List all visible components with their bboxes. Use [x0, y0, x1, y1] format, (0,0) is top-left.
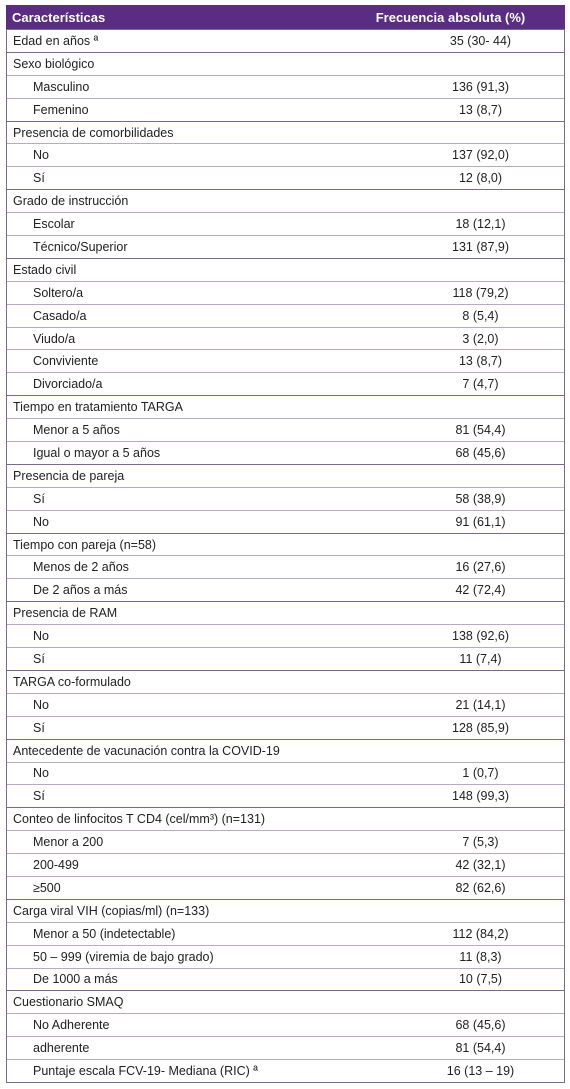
- row-value: 7 (4,7): [462, 377, 499, 392]
- row-value: 68 (45,6): [455, 445, 506, 460]
- table-row-subcategory: [7, 441, 564, 464]
- table-row-subcategory: [7, 1013, 564, 1036]
- table-row-subcategory: [7, 304, 564, 327]
- row-label: Menor a 200: [33, 835, 104, 850]
- row-value: 42 (72,4): [455, 583, 506, 598]
- table-row-category: [7, 739, 564, 762]
- row-label: No: [33, 697, 49, 712]
- table-row-subcategory: [7, 578, 564, 601]
- row-value: 137 (92,0): [452, 148, 509, 163]
- table-row-category: [7, 395, 564, 418]
- table-row-category: [7, 258, 564, 281]
- row-label: Antecedente de vacunación contra la COVID-19: [13, 743, 280, 758]
- row-value: 16 (13 – 19): [446, 1064, 515, 1079]
- table-row-subcategory: [7, 945, 564, 968]
- table-header: [6, 5, 565, 29]
- row-label: Estado civil: [13, 262, 77, 277]
- table-row-subcategory: [7, 418, 564, 441]
- table-row-category: [7, 807, 564, 830]
- row-value: 12 (8,0): [458, 171, 503, 186]
- table-row-subcategory: [7, 853, 564, 876]
- row-value: 81 (54,4): [455, 423, 506, 438]
- row-value: 112 (84,2): [452, 926, 509, 941]
- table-row-subcategory: [7, 716, 564, 739]
- row-value: 35 (30- 44): [449, 33, 512, 48]
- table-row-subcategory: [7, 693, 564, 716]
- table-row-subcategory: [7, 235, 564, 258]
- row-value: 8 (5,4): [462, 308, 499, 323]
- row-label: No: [33, 629, 49, 644]
- row-value: 16 (27,6): [455, 560, 506, 575]
- row-label: Sexo biológico: [13, 56, 95, 71]
- row-label: Femenino: [33, 102, 89, 117]
- row-value: 138 (92,6): [452, 629, 509, 644]
- row-label: Igual o mayor a 5 años: [33, 445, 161, 460]
- row-value: 11 (7,4): [459, 651, 502, 666]
- row-value: 81 (54,4): [455, 1041, 506, 1056]
- table-row-subcategory: [7, 1036, 564, 1059]
- row-label: Presencia de pareja: [13, 468, 125, 483]
- characteristics-table: [6, 5, 565, 1083]
- table-row-subcategory: [7, 922, 564, 945]
- row-label: Conviviente: [33, 354, 99, 369]
- table-row-subcategory: [7, 98, 564, 121]
- header-characteristics: Características: [12, 9, 106, 25]
- row-label: Viudo/a: [33, 331, 76, 346]
- row-value: 10 (7,5): [458, 972, 503, 987]
- table-row-category: [7, 189, 564, 212]
- row-value: 118 (79,2): [452, 285, 509, 300]
- row-value: 148 (99,3): [452, 789, 509, 804]
- row-label: De 2 años a más: [33, 583, 128, 598]
- table-row-subcategory: [7, 624, 564, 647]
- row-label: adherente: [33, 1041, 90, 1056]
- table-row-category: [7, 899, 564, 922]
- table-row-category: [7, 29, 564, 52]
- table-row-subcategory: [7, 876, 564, 899]
- table-row-category: [7, 52, 564, 75]
- row-label: Sí: [33, 789, 45, 804]
- row-label: Casado/a: [33, 308, 87, 323]
- row-label: Grado de instrucción: [13, 194, 129, 209]
- header-frequency: Frecuencia absoluta (%): [375, 9, 526, 25]
- table-row-subcategory: [7, 647, 564, 670]
- row-label: Masculino: [33, 79, 90, 94]
- row-label: Tiempo en tratamiento TARGA: [13, 400, 183, 415]
- row-label: Puntaje escala FCV-19- Mediana (RIC) ª: [33, 1064, 258, 1079]
- row-label: Menor a 50 (indetectable): [33, 926, 176, 941]
- row-label: De 1000 a más: [33, 972, 118, 987]
- table-body: [6, 29, 565, 1083]
- row-label: Conteo de linfocitos T CD4 (cel/mm³) (n=131): [13, 812, 266, 827]
- row-label: Menos de 2 años: [33, 560, 129, 575]
- table-row-subcategory: [7, 327, 564, 350]
- row-value: 1 (0,7): [462, 766, 499, 781]
- row-label: Tiempo con pareja (n=58): [13, 537, 157, 552]
- row-label: Presencia de RAM: [13, 606, 118, 621]
- table-row-subcategory: [7, 762, 564, 785]
- table-row-category: [7, 670, 564, 693]
- row-label: No: [33, 514, 49, 529]
- table-row-subcategory: [7, 830, 564, 853]
- row-label: Menor a 5 años: [33, 423, 120, 438]
- row-label: Carga viral VIH (copias/ml) (n=133): [13, 903, 210, 918]
- row-label: Sí: [33, 651, 45, 666]
- row-label: No: [33, 148, 49, 163]
- row-value: 82 (62,6): [455, 880, 506, 895]
- row-label: Sí: [33, 171, 45, 186]
- row-label: Divorciado/a: [33, 377, 103, 392]
- table-row-subcategory: [7, 968, 564, 991]
- table-row-subcategory: [7, 784, 564, 807]
- row-value: 3 (2,0): [462, 331, 499, 346]
- table-row-subcategory: [7, 281, 564, 304]
- table-row-category: [7, 990, 564, 1013]
- table-row-category: [7, 601, 564, 624]
- row-label: 200-499: [33, 858, 79, 872]
- row-value: 11 (8,3): [459, 949, 502, 964]
- table-row-subcategory: [7, 372, 564, 395]
- row-label: Sí: [33, 720, 45, 735]
- table-row-category: [7, 533, 564, 556]
- row-value: 131 (87,9): [452, 239, 509, 254]
- table-row-subcategory: [7, 1059, 564, 1082]
- table-row-category: [7, 121, 564, 144]
- row-value: 7 (5,3): [462, 835, 499, 850]
- row-value: 58 (38,9): [455, 491, 506, 506]
- row-value: 21 (14,1): [455, 697, 506, 712]
- row-label: No Adherente: [33, 1018, 110, 1033]
- row-label: ≥500: [33, 880, 61, 895]
- table-row-subcategory: [7, 349, 564, 372]
- row-label: No: [33, 766, 49, 781]
- row-value: 91 (61,1): [455, 514, 506, 529]
- row-label: 50 – 999 (viremia de bajo grado): [33, 949, 214, 964]
- row-label: Cuestionario SMAQ: [13, 995, 124, 1010]
- row-label: Soltero/a: [33, 285, 84, 300]
- row-value: 13 (8,7): [458, 354, 503, 369]
- table-row-subcategory: [7, 212, 564, 235]
- row-value: 68 (45,6): [455, 1018, 506, 1033]
- row-value: 128 (85,9): [452, 720, 509, 735]
- table-row-subcategory: [7, 143, 564, 166]
- row-label: Sí: [33, 491, 45, 506]
- row-label: Edad en años ª: [13, 33, 99, 48]
- row-value: 42 (32,1): [455, 858, 506, 872]
- table-row-subcategory: [7, 510, 564, 533]
- table-row-subcategory: [7, 487, 564, 510]
- row-value: 13 (8,7): [458, 102, 503, 117]
- table-row-category: [7, 464, 564, 487]
- row-label: Técnico/Superior: [33, 239, 128, 254]
- table-row-subcategory: [7, 555, 564, 578]
- row-label: Presencia de comorbilidades: [13, 125, 174, 140]
- table-row-subcategory: [7, 75, 564, 98]
- row-label: Escolar: [33, 217, 75, 232]
- row-value: 136 (91,3): [452, 79, 509, 94]
- table-row-subcategory: [7, 166, 564, 189]
- row-label: TARGA co-formulado: [13, 674, 131, 689]
- row-value: 18 (12,1): [455, 217, 506, 232]
